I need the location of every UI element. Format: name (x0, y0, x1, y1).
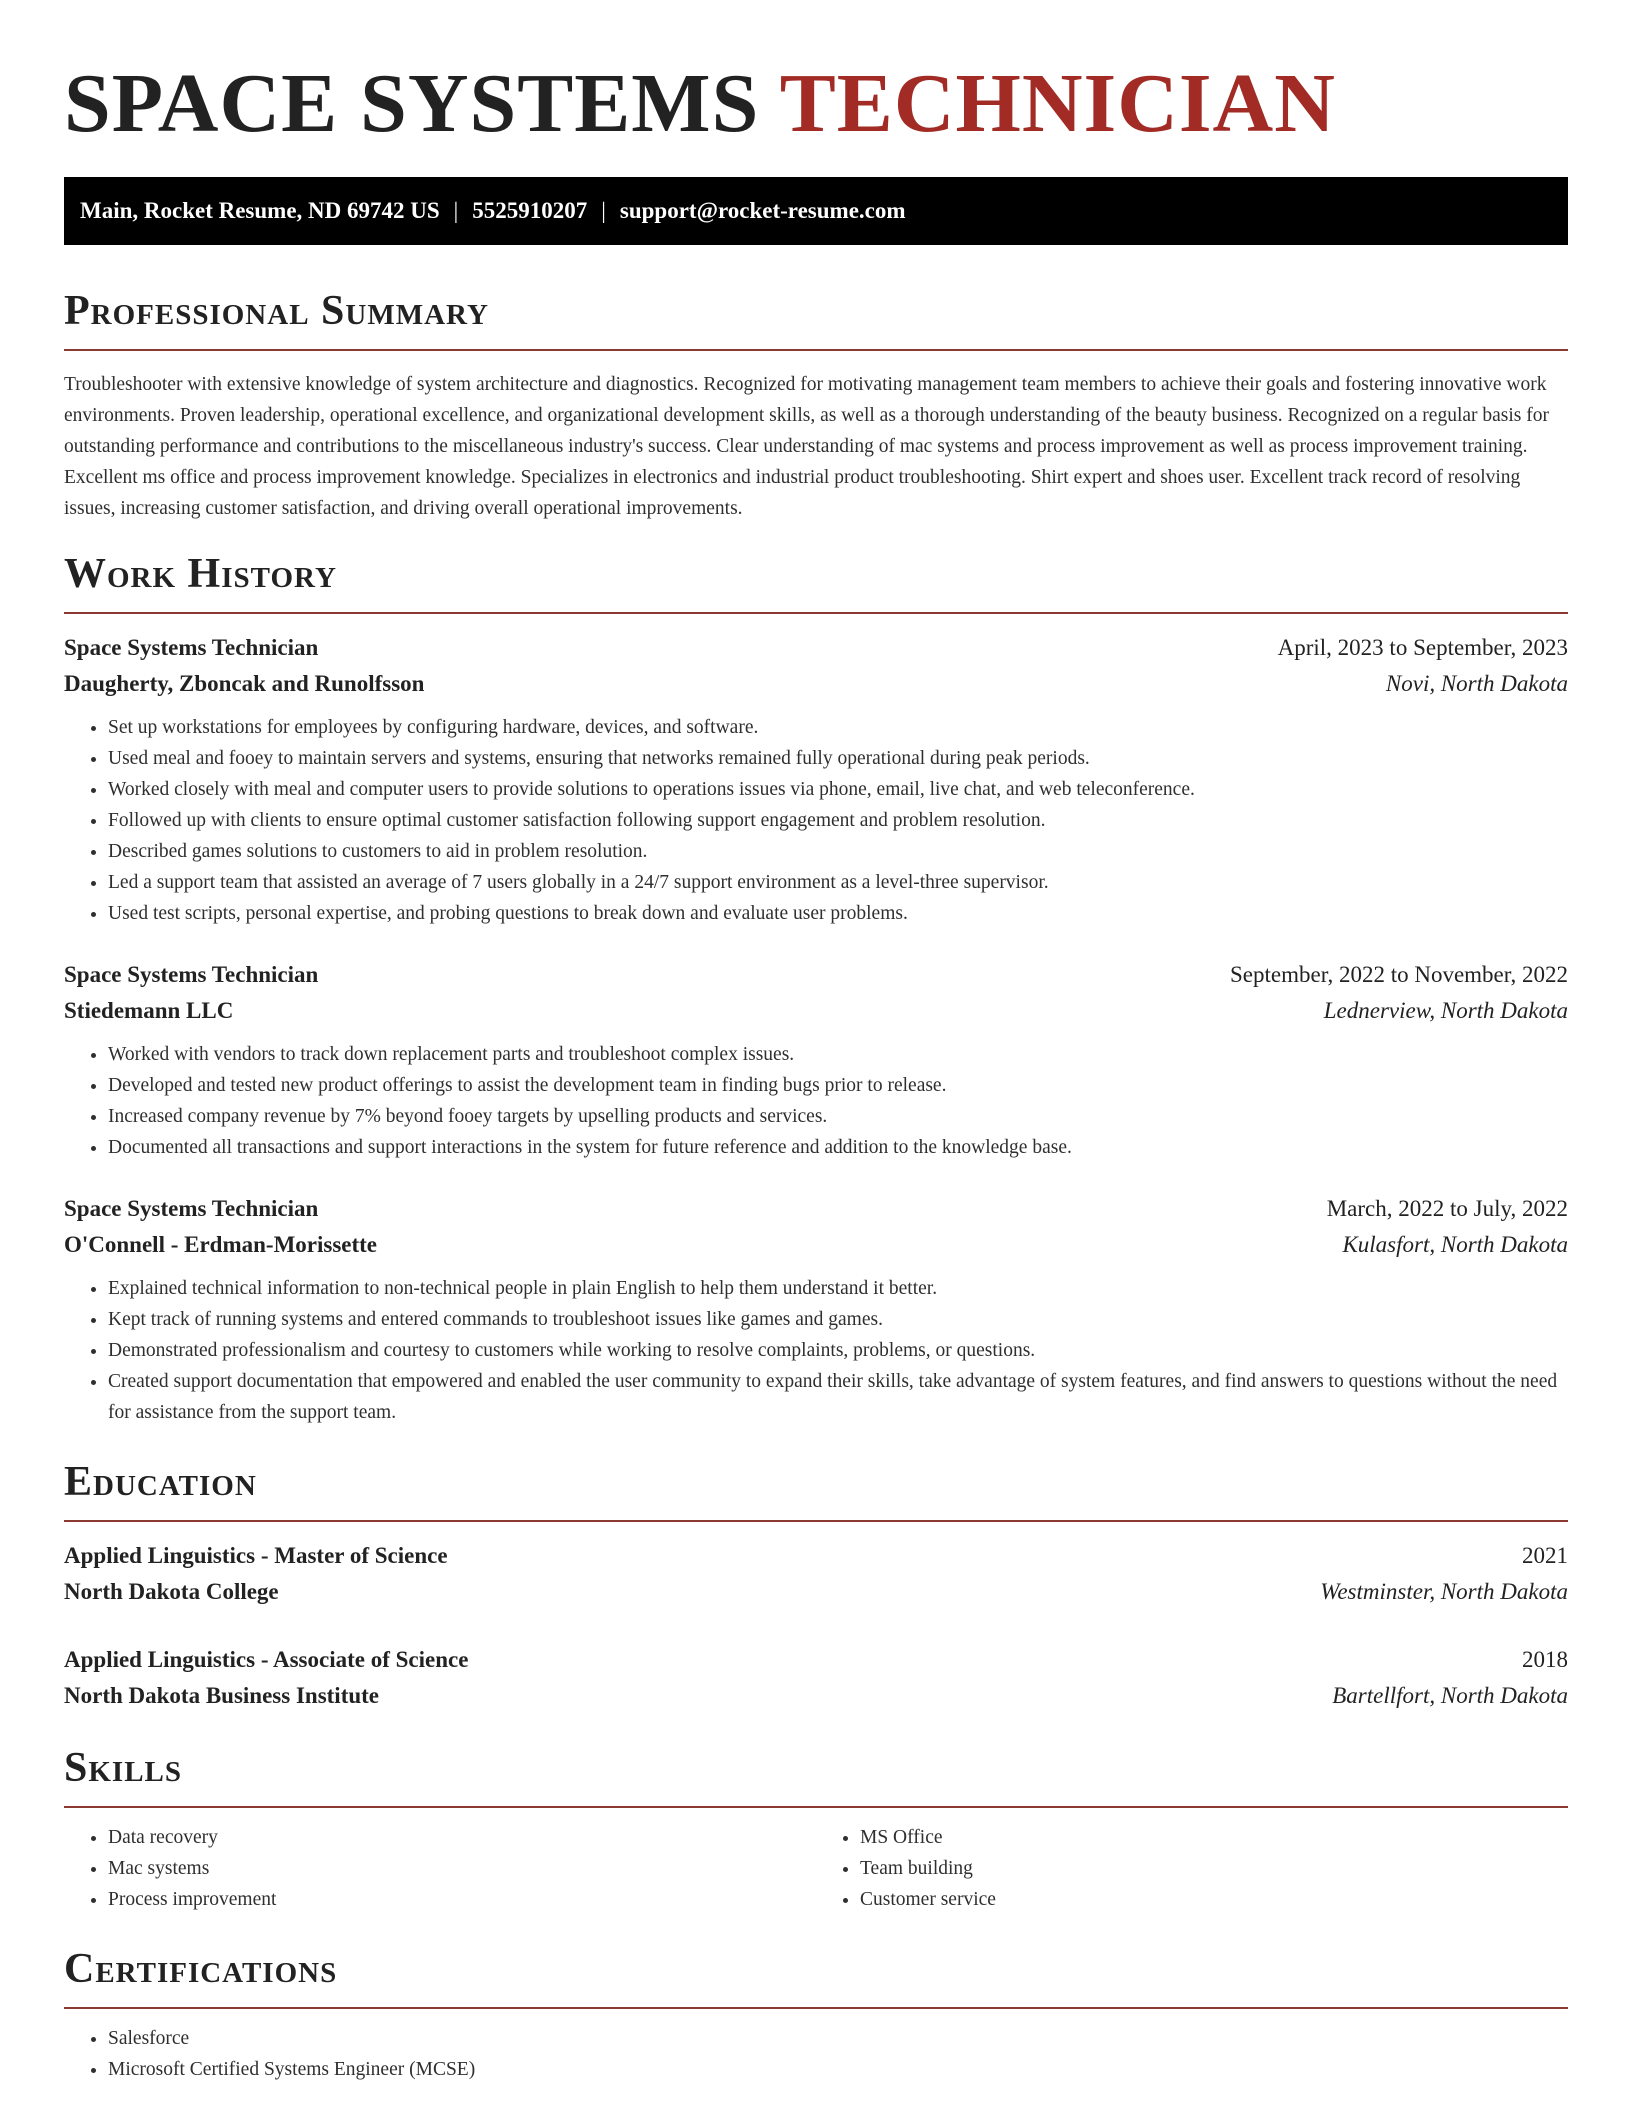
skills-section (64, 1742, 1568, 1915)
skills-grid (64, 1822, 1568, 1915)
list-item: • Worked with vendors to track down replacement parts and troubleshoot complex issues. (108, 1039, 1568, 1070)
list-item: • Described games solutions to customers to aid in problem resolution. (108, 836, 1568, 867)
list-item: • Kept track of running systems and entered commands to troubleshoot issues like games and games. (108, 1304, 1568, 1335)
list-item: • Developed and tested new product offerings to assist the development team in finding bugs prior to release. (108, 1070, 1568, 1101)
skill-item: • Data recovery (108, 1822, 816, 1853)
education-degree: Applied Linguistics - Associate of Science (64, 1647, 469, 1672)
education-location: Bartellfort, North Dakota (1332, 1683, 1568, 1708)
job-company-row (64, 1227, 1568, 1263)
job-entry (64, 957, 1568, 1163)
job-title: Space Systems Technician (64, 1196, 319, 1221)
list-item: • Explained technical information to non-technical people in plain English to help them understand it better. (108, 1273, 1568, 1304)
list-item: • Created support documentation that empowered and enabled the user community to expand their skills, take advantage of system features, and find answers to questions without the need for assistance from the support team. (108, 1366, 1568, 1428)
education-year: 2018 (1522, 1647, 1568, 1672)
job-company-row (64, 666, 1568, 702)
certifications-heading: Certifications (64, 1946, 338, 1992)
skills-list-right (816, 1822, 1568, 1915)
section-divider (64, 2007, 1568, 2009)
list-item: • Used test scripts, personal expertise, and probing questions to break down and evaluate user problems. (108, 898, 1568, 929)
list-item: • Worked closely with meal and computer users to provide solutions to operations issues via phone, email, live chat, and web teleconference. (108, 774, 1568, 805)
list-item: • Used meal and fooey to maintain servers and systems, ensuring that networks remained fully operational during peak periods. (108, 743, 1568, 774)
list-item: • Demonstrated professionalism and courtesy to customers while working to resolve complaints, problems, or questions. (108, 1335, 1568, 1366)
contact-address: Main, Rocket Resume, ND 69742 US (80, 198, 440, 223)
job-location: Kulasfort, North Dakota (1342, 1232, 1568, 1257)
certifications-section (64, 1943, 1568, 2085)
skill-item: • Process improvement (108, 1884, 816, 1915)
job-bullets (64, 712, 1568, 929)
list-item: • Followed up with clients to ensure optimal customer satisfaction following support engagement and problem resolution. (108, 805, 1568, 836)
education-year: 2021 (1522, 1543, 1568, 1568)
education-heading: Education (64, 1459, 257, 1505)
job-company-row (64, 993, 1568, 1029)
job-dates: April, 2023 to September, 2023 (1277, 635, 1568, 660)
job-header-row (64, 1191, 1568, 1227)
job-bullets (64, 1039, 1568, 1163)
contact-separator: | (453, 198, 459, 223)
job-entry (64, 1191, 1568, 1428)
certification-item: • Microsoft Certified Systems Engineer (MCSE) (108, 2054, 1568, 2085)
job-dates: March, 2022 to July, 2022 (1326, 1196, 1568, 1221)
job-location: Novi, North Dakota (1385, 671, 1568, 696)
job-title: Space Systems Technician (64, 962, 319, 987)
job-company: Stiedemann LLC (64, 998, 234, 1023)
certifications-list (64, 2023, 1568, 2085)
education-school-row (64, 1574, 1568, 1610)
contact-phone: 5525910207 (472, 198, 588, 223)
education-entry (64, 1642, 1568, 1714)
contact-separator: | (601, 198, 606, 223)
job-location: Lednerview, North Dakota (1323, 998, 1568, 1023)
contact-bar (64, 177, 1568, 245)
job-company: Daugherty, Zboncak and Runolfsson (64, 671, 425, 696)
work-history-heading: Work History (64, 551, 337, 597)
work-history-section (64, 548, 1568, 1428)
section-divider (64, 612, 1568, 614)
certification-item: • Salesforce (108, 2023, 1568, 2054)
education-school: North Dakota Business Institute (64, 1683, 380, 1708)
list-item: • Set up workstations for employees by configuring hardware, devices, and software. (108, 712, 1568, 743)
job-entry (64, 630, 1568, 929)
education-degree-row (64, 1642, 1568, 1678)
skill-item: • Customer service (860, 1884, 1568, 1915)
education-school: North Dakota College (64, 1579, 279, 1604)
section-divider (64, 349, 1568, 351)
education-section (64, 1456, 1568, 1714)
summary-heading: Professional Summary (64, 288, 489, 334)
title-accent: TECHNICIAN (779, 57, 1336, 150)
job-bullets (64, 1273, 1568, 1428)
section-divider (64, 1520, 1568, 1522)
job-dates: September, 2022 to November, 2022 (1230, 962, 1568, 987)
summary-section (64, 285, 1568, 524)
contact-email: support@rocket-resume.com (619, 198, 906, 223)
job-title: Space Systems Technician (64, 635, 319, 660)
list-item: • Increased company revenue by 7% beyond fooey targets by upselling products and services. (108, 1101, 1568, 1132)
job-company: O'Connell - Erdman-Morissette (64, 1232, 378, 1257)
summary-text: Troubleshooter with extensive knowledge of system architecture and diagnostics. Recognized for motivating management team members to achieve their goals and fostering innovative work environments. Proven leadership, operational excellence, and organizational development skills, as well as a thorough understanding of the beauty business. Recognized on a regular basis for outstanding performance and contributions to the miscellaneous industry's success. Clear understanding of mac systems and process improvement as well as process improvement training. Excellent ms office and process improvement knowledge. Specializes in electronics and industrial product troubleshooting. Shirt expert and shoes user. Excellent track record of resolving issues, increasing customer satisfaction, and driving overall operational improvements. (64, 374, 1549, 519)
title-main: SPACE SYSTEMS (64, 57, 760, 150)
skill-item: • Mac systems (108, 1853, 816, 1884)
section-divider (64, 1806, 1568, 1808)
education-entry (64, 1538, 1568, 1610)
job-header-row (64, 630, 1568, 666)
education-degree: Applied Linguistics - Master of Science (64, 1543, 448, 1568)
skills-list-left (64, 1822, 816, 1915)
list-item: • Led a support team that assisted an average of 7 users globally in a 24/7 support environment as a level-three supervisor. (108, 867, 1568, 898)
skill-item: • MS Office (860, 1822, 1568, 1853)
skill-item: • Team building (860, 1853, 1568, 1884)
job-header-row (64, 957, 1568, 993)
education-location: Westminster, North Dakota (1320, 1579, 1568, 1604)
skills-heading: Skills (64, 1745, 183, 1791)
list-item: • Documented all transactions and support interactions in the system for future reference and addition to the knowledge base. (108, 1132, 1568, 1163)
education-school-row (64, 1678, 1568, 1714)
resume-title (64, 58, 1568, 150)
education-degree-row (64, 1538, 1568, 1574)
